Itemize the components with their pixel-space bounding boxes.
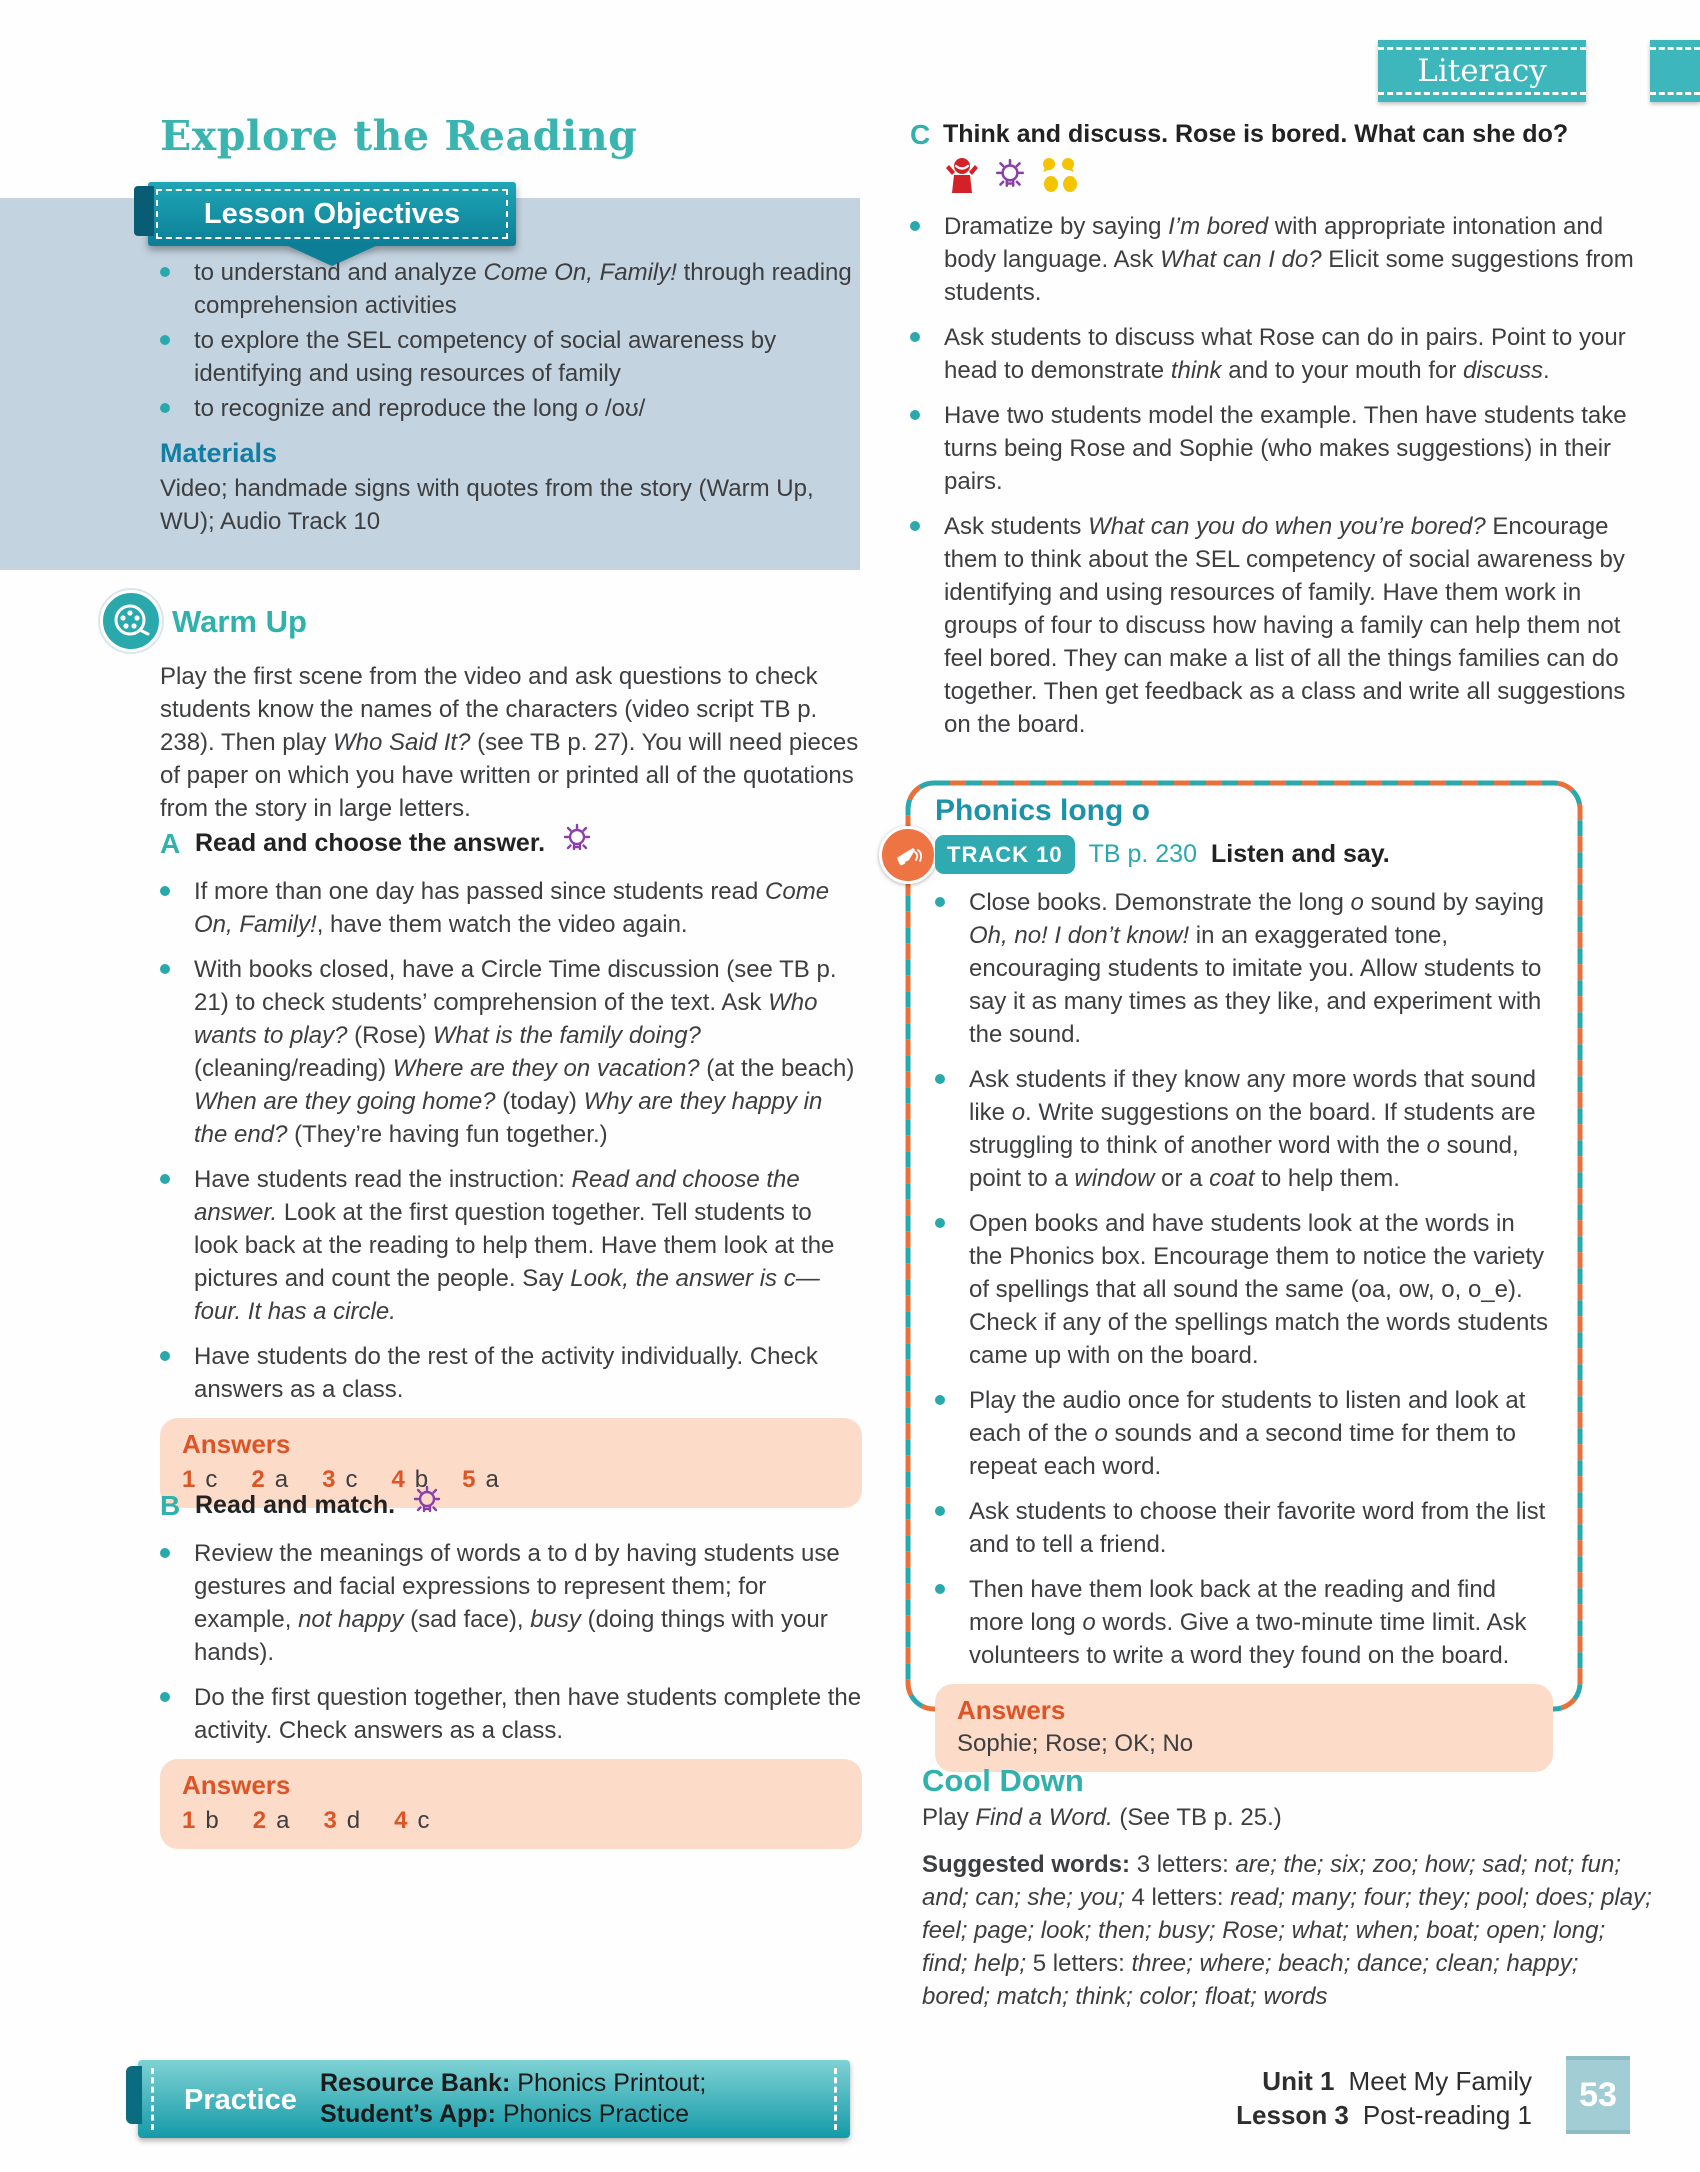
practice-label: Practice [184,2084,297,2116]
practice-ribbon [138,2060,850,2138]
bullet-icon [935,1207,969,1372]
section-b-letter: B [160,1490,181,1521]
lightbulb-icon [561,822,593,865]
answer-item: 2 a [251,1466,289,1493]
section-a-bullet: Have students do the rest of the activity individually. Check answers as a class. [160,1340,862,1406]
phonics-answers-text: Sophie; Rose; OK; No [957,1730,1194,1757]
bullet-icon [910,510,944,741]
section-c-bullet: Dramatize by saying I’m bored with appropriate intonation and body language. Ask What can I do? Elicit some suggestions from students. [910,210,1658,309]
bullet-icon [935,1573,969,1672]
section-b [160,1484,862,1849]
section-c-bullet: Have two students model the example. Then have students take turns being Rose and Sophie (who makes suggestions) in their pairs. [910,399,1658,498]
page-number: 53 [1566,2056,1630,2134]
bullet-icon [160,1537,194,1669]
section-a-title: Read and choose the answer. [195,829,546,857]
answers-heading: Answers [957,1695,1066,1725]
bullet-icon [160,875,194,941]
answer-item: 1 c [182,1466,218,1493]
section-b-title: Read and match. [195,1491,396,1519]
unit-label: Unit 1 [1262,2066,1335,2096]
answer-item: 5 a [462,1466,499,1493]
lesson-objectives-label: Lesson Objectives [156,189,508,239]
phonics-bullet: Ask students to choose their favorite word from the list and to tell a friend. [935,1495,1553,1561]
phonics-bullet: Ask students if they know any more words that sound like o. Write suggestions on the board. If students are struggling to think of another word with the o sound, point to a window or a coat to help them. [935,1063,1553,1195]
lesson-label: Lesson 3 [1236,2100,1349,2130]
phonics-instruction: Listen and say. [1210,840,1390,868]
bullet-icon [160,1340,194,1406]
lesson-objectives-list [160,256,862,538]
section-c [910,118,1658,753]
bullet-icon [910,210,944,309]
audio-speaker-icon [879,826,937,884]
objective-item: to recognize and reproduce the long o /oʊ/ [160,392,862,425]
literacy-tab [1378,40,1586,102]
bullet-icon [160,392,194,425]
warm-up-paragraph: Play the first scene from the video and ask questions to check students know the names of the characters (video script TB p. 238). Then play Who Said It? (see TB p. 27). You will need pieces of paper on which you have written or printed all of the quotations from the story in large letters. [160,663,859,822]
video-reel-icon [100,590,162,652]
cool-down-suggested-words: Suggested words: 3 letters: are; the; six; zoo; how; sad; not; fun; and; can; she; you; 4 letters: read; many; four; they; pool; does; play; feel; page; look; then; busy; Rose; what; when; boat; open; long; find; help; 5 letters: three; where; beach; dance; clean; happy; bored; match; think; color; float; words [922,1851,1652,2010]
section-a-bullet: If more than one day has passed since students read Come On, Family!, have them watch the video again. [160,875,862,941]
literacy-tab-label: Literacy [1378,47,1586,95]
practice-line-students-app: Student’s App: Phonics Practice [320,2100,690,2128]
bullet-icon [160,256,194,322]
phonics-heading: Phonics long o [935,794,1150,827]
phonics-box [905,780,1583,1757]
page-title: Explore the Reading [160,112,638,160]
phonics-bullet: Play the audio once for students to listen and look at each of the o sounds and a second time for them to repeat each word. [935,1384,1553,1483]
answers-box-b [160,1759,862,1849]
phonics-bullet: Open books and have students look at the words in the Phonics box. Encourage them to notice the variety of spellings that all sound the same (oa, ow, o, o_e). Check if any of the spellings match the words students came up with on the board. [935,1207,1553,1372]
objective-item: to explore the SEL competency of social awareness by identifying and using resources of family [160,324,862,390]
lightbulb-icon [411,1484,443,1527]
track-badge: TRACK 10 [935,835,1075,874]
activity-icons [945,157,1658,202]
cool-down-section [922,1764,1652,2027]
section-a-bullet: With books closed, have a Circle Time discussion (see TB p. 21) to check students’ comprehension of the text. Ask Who wants to play? (Rose) What is the family doing? (cleaning/reading) Where are they on vacation? (at the beach) When are they going home? (today) Why are they happy in the end? (They’re having fun together.) [160,953,862,1151]
ribbon-fold [126,2066,142,2124]
bullet-icon [160,1163,194,1328]
materials-heading: Materials [160,438,278,468]
bullet-icon [935,1384,969,1483]
section-a-bullet: Have students read the instruction: Read and choose the answer. Look at the first question together. Tell students to look back at the reading to help them. Have them look at the pictures and count the people. Say Look, the answer is c—four. It has a circle. [160,1163,862,1328]
materials-text: Video; handmade signs with quotes from the story (Warm Up, WU); Audio Track 10 [160,475,814,535]
section-b-bullet: Review the meanings of words a to d by having students use gestures and facial expressions to represent them; for example, not happy (sad face), busy (doing things with your hands). [160,1537,862,1669]
answers-box-phonics [935,1684,1553,1772]
unit-title: Meet My Family [1348,2066,1532,2096]
footer-lesson-line [1112,2098,1532,2132]
tb-page-ref: TB p. 230 [1088,840,1197,868]
answer-item: 4 c [394,1807,430,1834]
lesson-objectives-ribbon [148,182,516,246]
footer-unit-line [1112,2064,1532,2098]
cool-down-play: Play Find a Word. (See TB p. 25.) [922,1804,1282,1831]
bullet-icon [160,953,194,1151]
answer-item: 3 c [322,1466,358,1493]
section-a [160,822,862,1508]
answer-item: 2 a [252,1807,290,1834]
cool-down-heading: Cool Down [922,1763,1084,1798]
page-edge-tab [1650,40,1700,102]
phonics-bullet: Then have them look back at the reading and find more long o words. Give a two-minute time limit. Ask volunteers to write a word they found on the board. [935,1573,1553,1672]
bullet-icon [935,1495,969,1561]
bullet-icon [910,321,944,387]
section-c-letter: C [910,119,931,150]
section-c-bullet: Ask students What can you do when you’re bored? Encourage them to think about the SEL competency of social awareness by identifying and using resources of family. Have them work in groups of four to discuss how having a family can help them not feel bored. They can make a list of all the things families can do together. Then get feedback as a class and write all suggestions on the board. [910,510,1658,741]
answer-item: 4 b [391,1466,429,1493]
bullet-icon [935,1063,969,1195]
footer [1112,2064,1532,2132]
lesson-title: Post-reading 1 [1362,2100,1532,2130]
answers-heading: Answers [182,1429,291,1459]
bullet-icon [935,886,969,1051]
section-a-letter: A [160,828,181,859]
practice-line-resource-bank: Resource Bank: Phonics Printout; [320,2069,707,2097]
bullet-icon [160,1681,194,1747]
answer-item: 1 b [182,1807,219,1834]
dramatize-person-icon [945,157,979,202]
bullet-icon [910,399,944,498]
answer-item: 3 d [323,1807,361,1834]
lightbulb-icon [993,157,1027,202]
section-c-bullet: Ask students to discuss what Rose can do in pairs. Point to your head to demonstrate think and to your mouth for discuss. [910,321,1658,387]
phonics-bullet: Close books. Demonstrate the long o sound by saying Oh, no! I don’t know! in an exaggerated tone, encouraging students to imitate you. Allow students to say it as many times as they like, and experiment with the sound. [935,886,1553,1051]
pair-discussion-icon [1041,157,1081,202]
bullet-icon [160,324,194,390]
warm-up-heading: Warm Up [172,603,307,639]
answers-heading: Answers [182,1770,291,1800]
section-c-title: Think and discuss. Rose is bored. What can she do? [943,120,1569,148]
warm-up-section [100,590,866,825]
section-b-bullet: Do the first question together, then have students complete the activity. Check answers as a class. [160,1681,862,1747]
ribbon-fold [134,186,154,236]
objective-item: to understand and analyze Come On, Family! through reading comprehension activities [160,256,862,322]
